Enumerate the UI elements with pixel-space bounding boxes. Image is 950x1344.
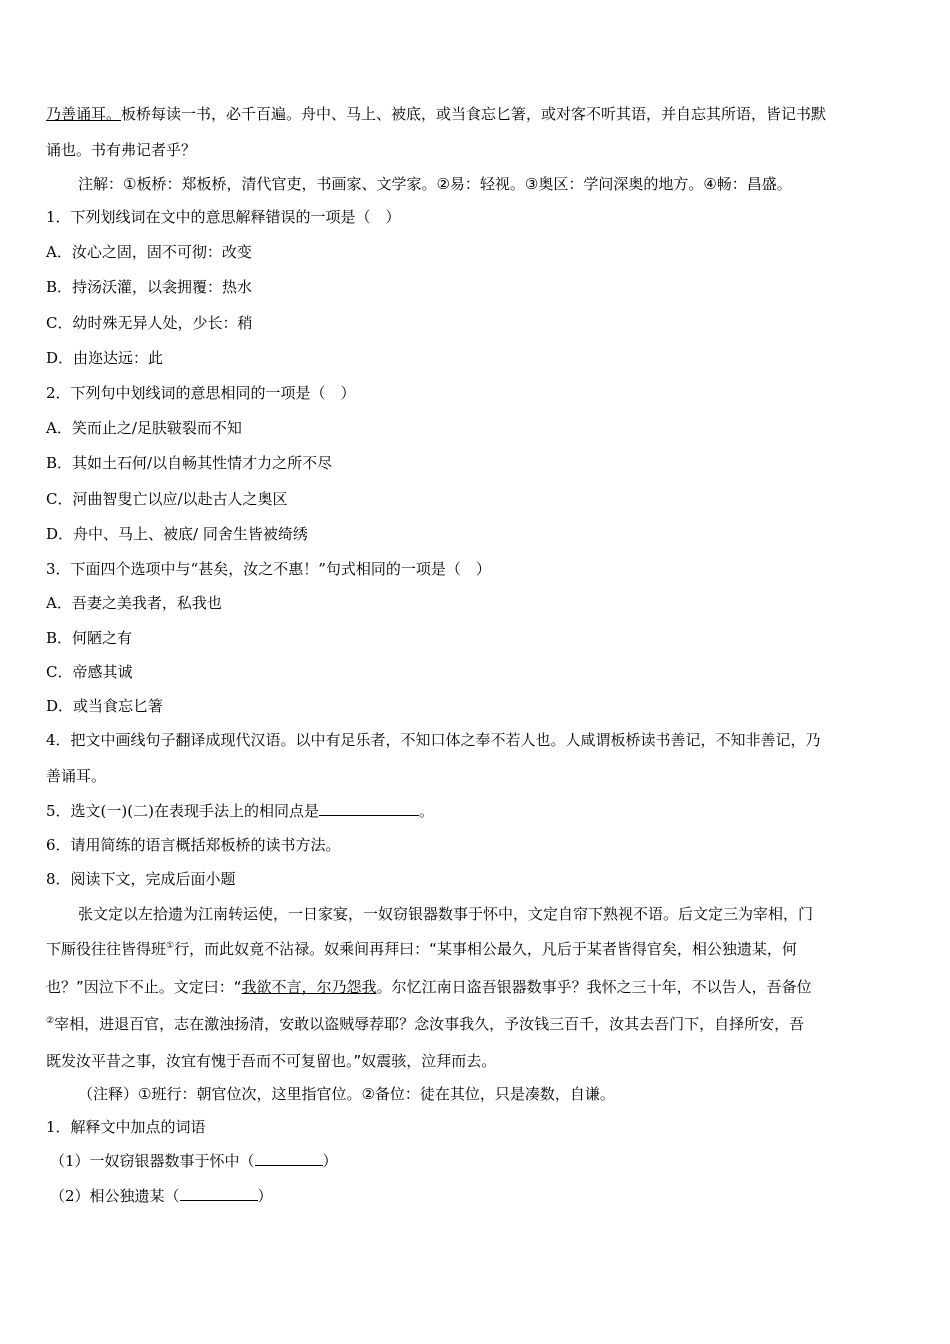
- q4-line1: 4．把文中画线句子翻译成现代汉语。以中有足乐者，不知口体之奉不若人也。人咸谓板桥读书善记，不知非善记，乃: [46, 731, 821, 749]
- q1-option-c: C．幼时殊无异人处，少长：稍: [46, 314, 253, 332]
- q8-sub1-a: （1）一奴窃银器数事于怀中（ ）: [50, 1152, 338, 1170]
- q8-sub1-b-answer-blank[interactable]: [180, 1186, 258, 1201]
- q1-option-b: B．持汤沃灌，以衾拥覆：热水: [46, 278, 253, 296]
- q3-stem: 3．下面四个选项中与“甚矣，汝之不惠！”句式相同的一项是（ ）: [46, 560, 491, 578]
- q2-option-b: B．其如土石何/以自畅其性情才力之所不尽: [46, 454, 333, 472]
- q3-option-d: D．或当食忘匕箸: [46, 697, 164, 715]
- q8-passage-line2: 下厮役往往皆得班①行，而此奴竟不沾禄。奴乘间再拜曰：“某事相公最久，凡后于某者皆得官矣，相公独遗某，何: [46, 940, 797, 958]
- q3-option-b: B．何陋之有: [46, 629, 133, 647]
- q2-stem: 2．下列句中划线词的意思相同的一项是（ ）: [46, 384, 356, 402]
- q3-option-c: C．帝感其诚: [46, 663, 133, 681]
- footnote-marker-1: ①: [166, 941, 175, 951]
- q8-passage-line3: 也？”因泣下不止。文定曰：“我欲不言，尔乃怨我。尔忆江南日盗吾银器数事乎？我怀之三十年，不以告人，吾备位: [46, 978, 812, 996]
- underlined-sentence: 乃善诵耳。: [46, 105, 122, 123]
- passage1-note: 注解：①板桥：郑板桥，清代官吏，书画家、文学家。②易：轻视。③奥区：学问深奥的地方。④畅：昌盛。: [78, 175, 792, 193]
- q8-note: （注释）①班行：朝官位次，这里指官位。②备位：徒在其位，只是凑数，自谦。: [78, 1085, 615, 1103]
- q3-option-a: A．吾妻之美我者，私我也: [46, 594, 222, 612]
- q8-sub1-stem: 1．解释文中加点的词语: [46, 1118, 206, 1136]
- passage1-line1: 乃善诵耳。板桥每读一书，必千百遍。舟中、马上、被底，或当食忘匕箸，或对客不听其语，并自忘其所语，皆记书默: [46, 105, 827, 123]
- q2-option-d: D．舟中、马上、被底/ 同舍生皆被绮绣: [46, 525, 308, 543]
- q6: 6．请用简练的语言概括郑板桥的读书方法。: [46, 836, 341, 854]
- q4-line2: 善诵耳。: [46, 767, 107, 785]
- q1-option-d: D．由迩达远：此: [46, 349, 164, 367]
- q8-title: 8．阅读下文，完成后面小题: [46, 870, 236, 888]
- q1-stem: 1．下列划线词在文中的意思解释错误的一项是（ ）: [46, 208, 401, 226]
- footnote-marker-2: ②: [46, 1016, 55, 1026]
- q8-passage-line1: 张文定以左拾遗为江南转运使，一日家宴，一奴窃银器数事于怀中，文定自帘下熟视不语。后文定三为宰相，门: [78, 905, 814, 923]
- q8-sub1-a-answer-blank[interactable]: [255, 1151, 323, 1166]
- q1-option-a: A．汝心之固，固不可彻：改变: [46, 243, 252, 261]
- passage1-line2: 诵也。书有弗记者乎？: [46, 141, 197, 159]
- q2-option-c: C．河曲智叟亡以应/以赴古人之奥区: [46, 490, 288, 508]
- q2-option-a: A．笑而止之/足肤皲裂而不知: [46, 419, 242, 437]
- q8-passage-line5: 既发汝平昔之事，汝宜有愧于吾而不可复留也。”奴震骇，泣拜而去。: [46, 1052, 497, 1070]
- q8-passage-line4: ②宰相，进退百官，志在激浊扬清，安敢以盗贼辱荐耶？念汝事我久，予汝钱三百千，汝其去吾门下，自择所安，吾: [46, 1015, 805, 1033]
- q5: 5．选文(一)(二)在表现手法上的相同点是 。: [46, 802, 434, 820]
- q5-answer-blank[interactable]: [319, 801, 419, 816]
- underlined-sentence-q8: 我欲不言，尔乃怨我: [241, 978, 377, 996]
- q8-sub1-b: （2）相公独遗某（ ）: [50, 1187, 273, 1205]
